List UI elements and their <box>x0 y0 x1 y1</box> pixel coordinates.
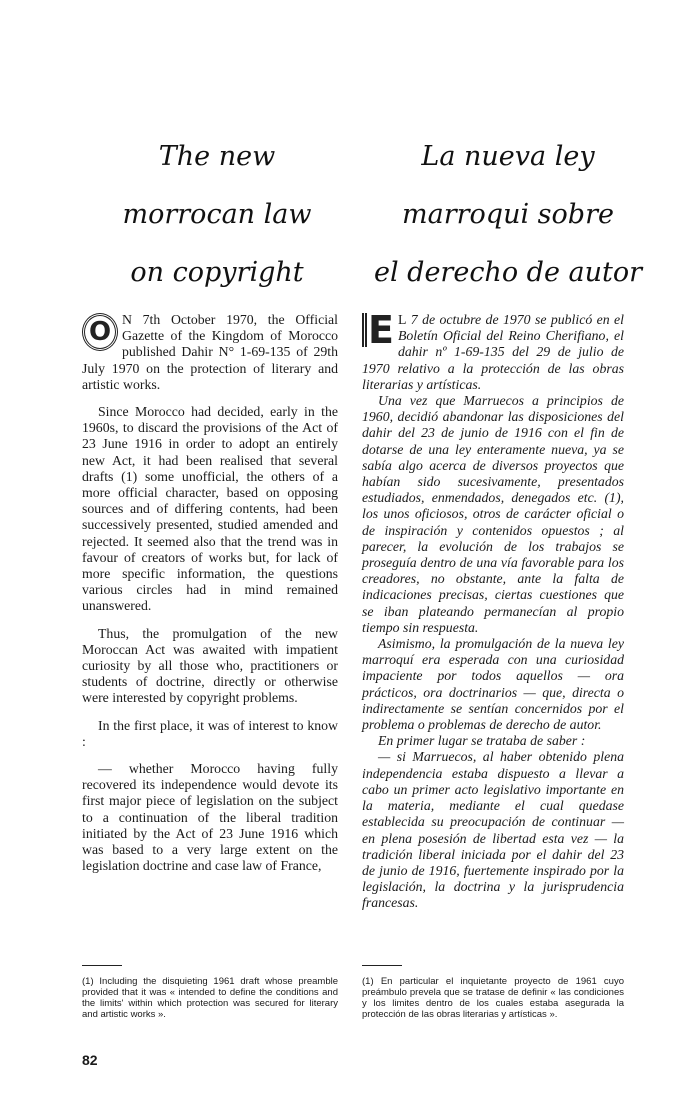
english-column <box>82 312 338 875</box>
spanish-footnote: (1) En particular el inquietante proyecto de 1961 cuyo preámbulo prevela que se tratase de definir « las condiciones y los limites dentro de los cuales estaba asegurada la protección de las obras literarias y artísticas ». <box>362 976 624 1020</box>
spanish-footnote-divider <box>362 965 402 966</box>
english-title-line-1: The new <box>158 141 276 172</box>
spanish-paragraph-1-text: 7 de octubre de 1970 se publicó en el Boletín Oficial del Reino Cherifiano, el dahir nº 1-69-135 del 29 de julio de 1970 relativo a la protección de las obras literarias y artísticas. <box>362 312 624 392</box>
page-number: 82 <box>82 1052 98 1068</box>
english-title <box>92 128 342 302</box>
english-title-line-3: on copyright <box>130 257 304 288</box>
english-dropcap: O <box>82 313 118 351</box>
english-paragraph-4: In the first place, it was of interest to know : <box>82 717 338 749</box>
spanish-dropcap: E <box>362 313 394 347</box>
english-paragraph-2: Since Morocco had decided, early in the 1960s, to discard the provisions of the Act of 23 June 1916 in order to adopt an entirely new Act, it had been realised that several drafts (1) some unofficial, the others of a more official character, based on opposing sources and of differing contents, had been successively presented, studied amended and rejected. It seemed also that the trend was in favour of creators of works but, for lack of more specific information, the questions various circles had in mind remained unanswered. <box>82 404 338 614</box>
spanish-paragraph-3: Asimismo, la promulgación de la nueva ley marroquí era esperada con una curiosidad impaciente por todos aquellos — ora prácticos, ora doctrinarios — que, directa o indirectamente se sentían concernidos por el problema o problemas de derecho de autor. <box>362 636 624 733</box>
english-footnote: (1) Including the disquieting 1961 draft whose preamble provided that it was « intended to define the conditions and the limits' within which protection was secured for literary and artistic works ». <box>82 976 338 1020</box>
spanish-paragraph-2: Una vez que Marruecos a principios de 1960, decidió abandonar las disposiciones del dahir del 23 de junio de 1916 con el fin de dotarse de una ley enteramente nueva, ya se sabía algo acerca de diversos proyectos que habían sido sucesivamente, presentados estudiados, enmendados, denegados etc. (1), los unos oficiosos, otros de carácter oficial o de inspiración y contenidos opuestos ; al parecer, la evolución de los trabajos se proseguía dentro de una vía favorable para los creadores, no obstante, ante la falta de indicaciones precisas, ciertas cuestiones que se iban plateando permanecían al propio tiempo sin respuesta. <box>362 393 624 635</box>
spanish-title <box>358 128 658 302</box>
spanish-title-line-2: marroqui sobre <box>402 199 614 230</box>
spanish-column <box>362 308 624 912</box>
spanish-paragraph-4: En primer lugar se trataba de saber : <box>378 733 586 749</box>
spanish-paragraph-5: — si Marruecos, al haber obtenido plena independencia estaba dispuesto a llevar a cabo un primer acto legislativo importante en la materia, mediante el cual quedase establecida su preocupación de continuar — en plena posesión de libertad esta vez — la tradición liberal iniciada por el dahir del 23 de junio de 1916, fuertemente inspirado por la legislación, la doctrina y la jurisprudencia francesas. <box>362 749 624 911</box>
spanish-lead-letter: L <box>397 312 407 327</box>
spanish-title-line-1: La nueva ley <box>421 141 595 172</box>
spanish-paragraph-1 <box>362 308 624 393</box>
english-paragraph-3: Thus, the promulgation of the new Moroccan Act was awaited with impatient curiosity by all those who, practitioners or students of doctrine, directly or otherwise were interested by copyright problems. <box>82 625 338 706</box>
english-footnote-divider <box>82 965 122 966</box>
english-paragraph-1-text: 7th October 1970, the Official Gazette of the Kingdom of Morocco published Dahir N° 1-69-135 of 29th July 1970 on the protection of literary and artistic works. <box>82 312 338 392</box>
english-paragraph-1 <box>82 312 338 393</box>
spanish-title-line-3: el derecho de autor <box>373 257 643 288</box>
english-lead-letter: N <box>122 312 132 327</box>
english-title-line-2: morrocan law <box>122 199 312 230</box>
english-paragraph-5: — whether Morocco having fully recovered its independence would devote its first major piece of legislation on the subject to a continuation of the liberal tradition initiated by the Act of 23 June 1916 which was based to a very large extent on the legislation doctrine and case law of France, <box>82 761 338 874</box>
